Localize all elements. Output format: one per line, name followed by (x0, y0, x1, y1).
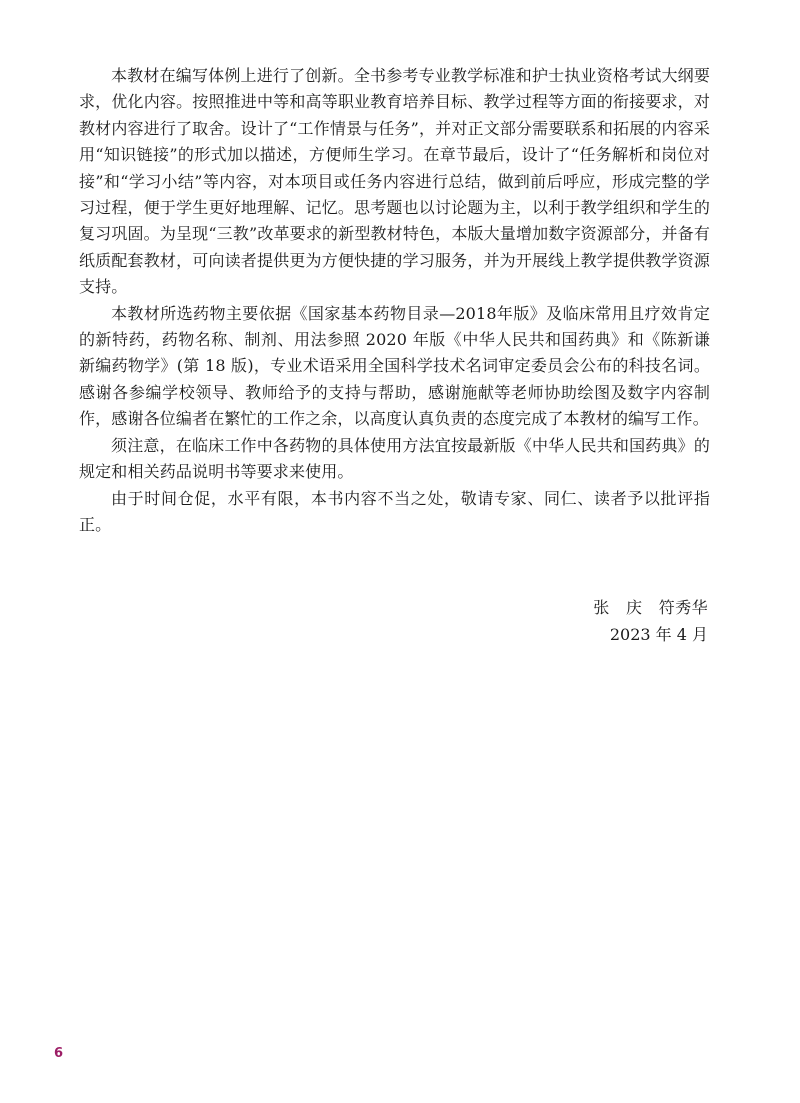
preface-paragraph-4: 由于时间仓促，水平有限，本书内容不当之处，敬请专家、同仁、读者予以批评指正。 (79, 488, 710, 534)
preface-body (79, 63, 710, 538)
preface-paragraph-1: 本教材在编写体例上进行了创新。全书参考专业教学标准和护士执业资格考试大纲要求，优化内容。按照推进中等和高等职业教育培养目标、教学过程等方面的衔接要求，对教材内容进行了取舍。设计了“工作情景与任务”，并对正文部分需要联系和拓展的内容采用“知识链接”的形式加以描述，方便师生学习。在章节最后，设计了“任务解析和岗位对接”和“学习小结”等内容，对本项目或任务内容进行总结，做到前后呼应，形成完整的学习过程，便于学生更好地理解、记忆。思考题也以讨论题为主，以利于教学组织和学生的复习巩固。为呈现“三教”改革要求的新型教材特色，本版大量增加数字资源部分，并备有纸质配套教材，可向读者提供更为方便快捷的学习服务，并为开展线上教学提供教学资源支持。 (79, 66, 710, 297)
preface-paragraph-3: 须注意，在临床工作中各药物的具体使用方法宜按最新版《中华人民共和国药典》的规定和相关药品说明书等要求来使用。 (79, 435, 710, 482)
author-names: 张 庆 符秀华 (593, 598, 708, 617)
preface-paragraph-2: 本教材所选药物主要依据《国家基本药物目录—2018年版》及临床常用且疗效肯定的新特药，药物名称、制剂、用法参照 2020 年版《中华人民共和国药典》和《陈新谦新编药物学》(第 18 版)，专业术语采用全国科学技术名词审定委员会公布的科技名词。感谢各参编学校领导、教师给予的支持与帮助，感谢施献等老师协助绘图及数字内容制作，感谢各位编者在繁忙的工作之余，以高度认真负责的态度完成了本教材的编写工作。 (79, 303, 710, 429)
signature-date: 2023 年 4 月 (609, 625, 708, 644)
signature-block (593, 594, 708, 648)
page-number: 6 (54, 1046, 64, 1061)
